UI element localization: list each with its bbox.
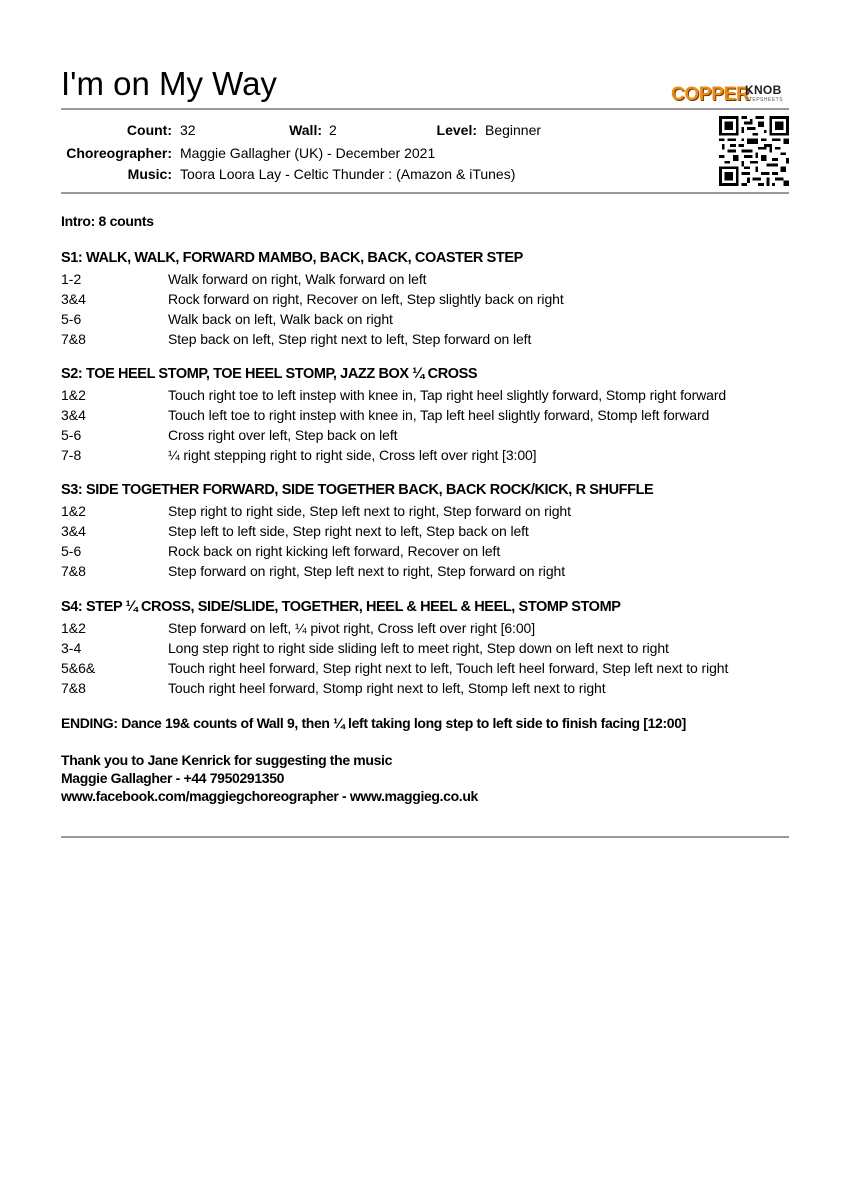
step-row (61, 329, 801, 349)
step-row (61, 385, 801, 405)
step-row (61, 658, 801, 678)
qr-code-icon[interactable] (719, 116, 789, 186)
level-value: Beginner (485, 122, 542, 138)
step-row (61, 541, 801, 561)
footer-credits (61, 751, 478, 805)
step-description: Step back on left, Step right next to left, Step forward on left (168, 331, 532, 347)
step-count: 3&4 (61, 523, 86, 539)
section-title: S2: TOE HEEL STOMP, TOE HEEL STOMP, JAZZ BOX ¼ CROSS (61, 366, 478, 382)
step-count: 7-8 (61, 447, 82, 463)
step-count: 1&2 (61, 387, 86, 403)
step-row (61, 618, 801, 638)
step-description: Step forward on right, Step left next to right, Step forward on right (168, 563, 565, 579)
meta-divider (61, 192, 789, 194)
step-count: 1&2 (61, 620, 86, 636)
step-count: 1&2 (61, 503, 86, 519)
step-row (61, 425, 801, 445)
step-row (61, 309, 801, 329)
step-count: 3-4 (61, 640, 82, 656)
step-row (61, 678, 801, 698)
page-title: I'm on My Way (61, 65, 277, 102)
step-description: Cross right over left, Step back on left (168, 427, 398, 443)
section-title: S3: SIDE TOGETHER FORWARD, SIDE TOGETHER BACK, BACK ROCK/KICK, R SHUFFLE (61, 482, 654, 498)
section-1 (61, 249, 801, 349)
step-description: Walk back on left, Walk back on right (168, 311, 393, 327)
step-count: 5-6 (61, 543, 82, 559)
step-description: Touch right toe to left instep with knee in, Tap right heel slightly forward, Stomp right forward (168, 387, 727, 403)
count-value: 32 (180, 122, 196, 138)
step-row (61, 501, 801, 521)
step-row (61, 561, 801, 581)
step-description: Step right to right side, Step left next to right, Step forward on right (168, 503, 571, 519)
step-row (61, 638, 801, 658)
logo-copper-text: COPPER (671, 84, 750, 105)
step-description: Touch left toe to right instep with knee in, Tap left heel slightly forward, Stomp left forward (168, 407, 710, 423)
intro-text: Intro: 8 counts (61, 213, 154, 229)
count-label: Count: (126, 122, 172, 138)
step-count: 7&8 (61, 563, 86, 579)
footer-divider (61, 836, 789, 838)
ending-note: ENDING: Dance 19& counts of Wall 9, then ¼ left taking long step to left side to finish facing [12:00] (61, 715, 686, 731)
step-description: ¼ right stepping right to right side, Cross left over right [3:00] (168, 447, 537, 463)
music-value: Toora Loora Lay - Celtic Thunder : (Amazon & iTunes) (180, 166, 516, 182)
music-label: Music: (127, 166, 172, 182)
wall-value: 2 (329, 122, 337, 138)
step-row (61, 269, 801, 289)
step-description: Step forward on left, ¼ pivot right, Cross left over right [6:00] (168, 620, 536, 636)
step-count: 7&8 (61, 680, 86, 696)
step-description: Touch right heel forward, Stomp right next to left, Stomp left next to right (168, 680, 606, 696)
logo-subtitle: STEPSHEETS (745, 97, 784, 103)
step-description: Rock back on right kicking left forward, Recover on left (168, 543, 501, 559)
step-row (61, 289, 801, 309)
step-row (61, 405, 801, 425)
copperknob-logo[interactable] (671, 84, 789, 106)
step-count: 5&6& (61, 660, 96, 676)
step-row (61, 445, 801, 465)
step-count: 5-6 (61, 311, 82, 327)
header-divider (61, 108, 789, 110)
wall-label: Wall: (289, 122, 322, 138)
step-count: 5-6 (61, 427, 82, 443)
level-label: Level: (436, 122, 477, 138)
section-2 (61, 365, 801, 465)
website-links[interactable]: www.facebook.com/maggiegchoreographer - www.maggieg.co.uk (61, 788, 478, 804)
choreographer-value: Maggie Gallagher (UK) - December 2021 (180, 145, 436, 161)
thanks-text: Thank you to Jane Kenrick for suggesting the music (61, 752, 393, 768)
section-title: S1: WALK, WALK, FORWARD MAMBO, BACK, BACK, COASTER STEP (61, 250, 523, 266)
step-row (61, 521, 801, 541)
step-count: 3&4 (61, 291, 86, 307)
logo-knob-text: KNOB (745, 83, 782, 97)
contact-text: Maggie Gallagher - +44 7950291350 (61, 770, 285, 786)
step-description: Step left to left side, Step right next to left, Step back on left (168, 523, 529, 539)
step-description: Long step right to right side sliding left to meet right, Step down on left next to right (168, 640, 669, 656)
step-count: 3&4 (61, 407, 86, 423)
section-title: S4: STEP ¼ CROSS, SIDE/SLIDE, TOGETHER, HEEL & HEEL & HEEL, STOMP STOMP (61, 599, 621, 615)
step-description: Walk forward on right, Walk forward on left (168, 271, 427, 287)
step-description: Touch right heel forward, Step right next to left, Touch left heel forward, Step left next to right (168, 660, 729, 676)
choreographer-label: Choreographer: (66, 145, 172, 161)
step-description: Rock forward on right, Recover on left, Step slightly back on right (168, 291, 564, 307)
step-count: 7&8 (61, 331, 86, 347)
section-4 (61, 598, 801, 698)
section-3 (61, 481, 801, 581)
step-count: 1-2 (61, 271, 82, 287)
